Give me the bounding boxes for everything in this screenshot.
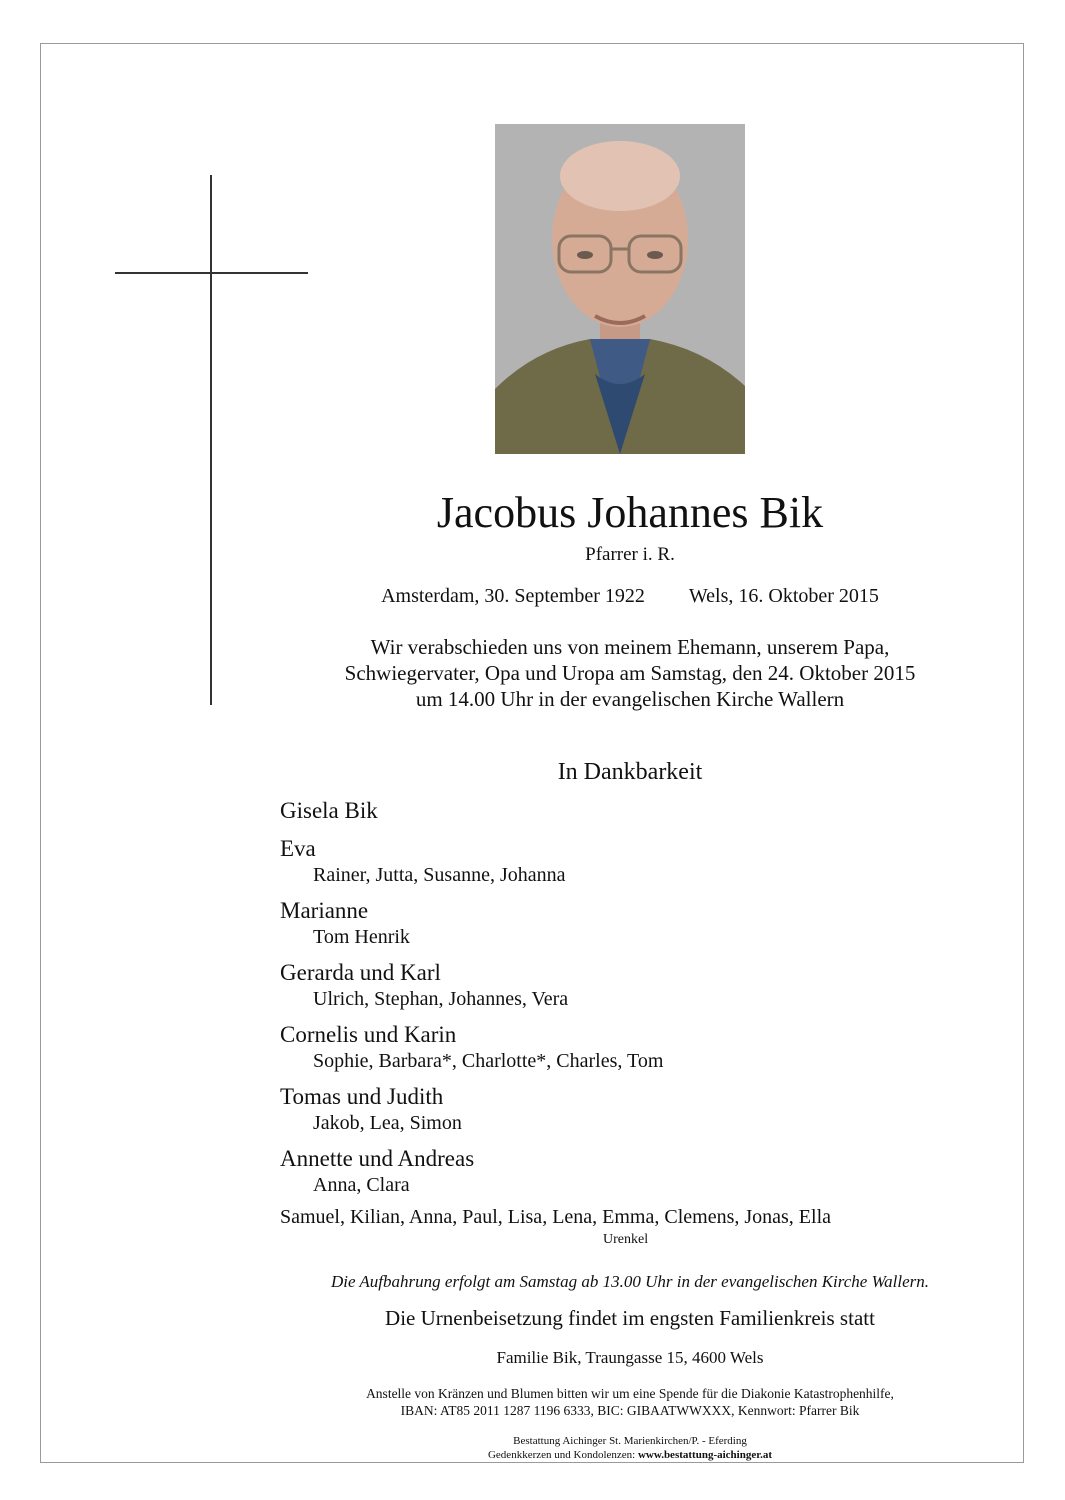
donation-notice [250, 1385, 1010, 1419]
condolence-link[interactable]: www.bestattung-aichinger.at [637, 1449, 773, 1461]
family-member: Eva [280, 836, 316, 861]
family-children: Sophie, Barbara*, Charlotte*, Charles, Tom [313, 1050, 664, 1072]
family-list [280, 797, 1000, 1207]
family-member: Annette und Andreas [280, 1146, 475, 1171]
urn-notice: Die Urnenbeisetzung findet im engsten Familienkreis statt [385, 1306, 875, 1330]
great-grandchildren-label: Urenkel [603, 1232, 649, 1247]
family-group [280, 1083, 1000, 1136]
life-dates [250, 585, 1010, 608]
family-children: Jakob, Lea, Simon [313, 1112, 462, 1134]
family-member: Cornelis und Karin [280, 1022, 457, 1047]
deceased-name: Jacobus Johannes Bik [436, 488, 824, 537]
family-group [280, 897, 1000, 950]
invitation-line: Wir verabschieden uns von meinem Ehemann, unserem Papa, [370, 635, 890, 659]
farewell-invitation [250, 634, 1010, 712]
funeral-home-footer [250, 1434, 1010, 1462]
great-grandchildren: Samuel, Kilian, Anna, Paul, Lisa, Lena, Emma, Clemens, Jonas, Ella [280, 1206, 832, 1228]
family-group [280, 1145, 1000, 1198]
family-group [280, 1021, 1000, 1074]
family-member: Tomas und Judith [280, 1084, 444, 1109]
cross-icon-horizontal [115, 272, 308, 274]
family-member: Gisela Bik [280, 798, 378, 823]
family-children: Ulrich, Stephan, Johannes, Vera [313, 988, 569, 1010]
family-group [280, 797, 1000, 825]
family-group [280, 835, 1000, 888]
cross-icon-vertical [210, 175, 212, 705]
family-children: Anna, Clara [313, 1174, 410, 1196]
family-children: Rainer, Jutta, Susanne, Johanna [313, 864, 566, 886]
donation-line: Anstelle von Kränzen und Blumen bitten wir um eine Spende für die Diakonie Katastrophenhilfe, [366, 1386, 894, 1401]
thanks-heading: In Dankbarkeit [557, 759, 703, 785]
portrait-photo [495, 124, 745, 454]
family-address: Familie Bik, Traungasse 15, 4600 Wels [496, 1348, 764, 1367]
deceased-title: Pfarrer i. R. [585, 544, 675, 565]
funeral-home-name: Bestattung Aichinger St. Marienkirchen/P. - Eferding [513, 1435, 747, 1447]
viewing-notice: Die Aufbahrung erfolgt am Samstag ab 13.00 Uhr in der evangelischen Kirche Wallern. [330, 1272, 930, 1291]
condolence-text: Gedenkkerzen und Kondolenzen: [487, 1449, 636, 1461]
condolence-line [250, 1448, 1010, 1462]
donation-line: IBAN: AT85 2011 1287 1196 6333, BIC: GIBAATWWXXX, Kennwort: Pfarrer Bik [400, 1403, 860, 1418]
family-group [280, 959, 1000, 1012]
invitation-line: um 14.00 Uhr in der evangelischen Kirche Wallern [415, 687, 845, 711]
family-children: Tom Henrik [313, 926, 410, 948]
birth-date: Amsterdam, 30. September 1922 [381, 585, 645, 607]
family-member: Marianne [280, 898, 369, 923]
family-member: Gerarda und Karl [280, 960, 441, 985]
death-date: Wels, 16. Oktober 2015 [688, 585, 879, 607]
invitation-line: Schwiegervater, Opa und Uropa am Samstag, den 24. Oktober 2015 [344, 661, 916, 685]
